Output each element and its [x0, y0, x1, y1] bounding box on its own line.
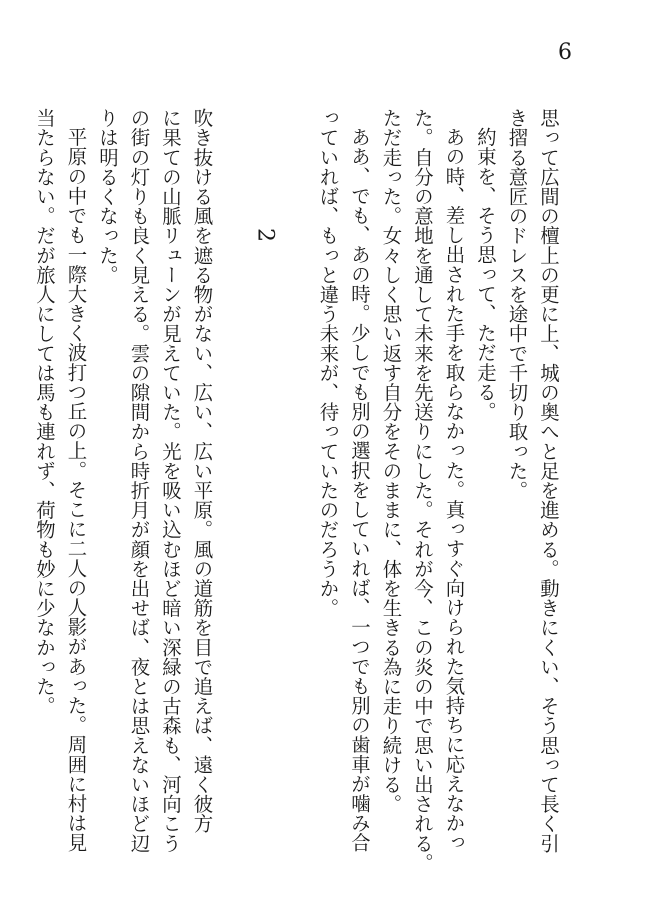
paragraph-line: 平原の中でも一際大きく波打つ丘の上。そこに二人の人影があった。周囲に村は見 — [64, 127, 88, 853]
section-gap — [281, 108, 313, 848]
page-number: 6 — [558, 40, 572, 65]
paragraph-line: 思って広間の檀上の更に上、城の奥へと足を進める。動きにくい、そう思って長く引 — [537, 108, 560, 853]
paragraph-line: た。自分の意地を通して未来を先送りにした。それが今、この炎の中で思い出される。 — [411, 108, 434, 873]
paragraph-line: に果ての山脈リューンが見えていた。光を吸い込むほど暗い深緑の古森も、河向こう — [159, 108, 182, 853]
paragraph-line: ただ走った。女々しく思い返す自分をそのままに、体を生きる為に走り続ける。 — [379, 108, 403, 814]
paragraph-line: りは明るくなった。 — [96, 108, 119, 285]
paragraph-line: あの時、差し出された手を取らなかった。真っすぐ向けられた気持ちに応えなかっ — [442, 127, 466, 853]
section-gap — [218, 108, 250, 848]
paragraph-line: 吹き抜ける風を遮る物がない、広い、広い平原。風の道筋を目で追えば、遠く彼方 — [190, 108, 214, 834]
paragraph-line: の街の灯りも良く見える。雲の隙間から時折月が顔を出せば、夜とは思えないほど辺 — [127, 108, 151, 853]
novel-text — [29, 108, 565, 873]
paragraph-line: っていれば、もっと違う未来が、待っていたのだろうか。 — [316, 108, 340, 618]
paragraph-line: き摺る意匠のドレスを途中で千切り取った。 — [505, 108, 529, 500]
chapter-number: 2 — [252, 228, 278, 243]
paragraph-line: 約束を、そう思って、ただ走る。 — [474, 127, 497, 422]
paragraph-line: 当たらない。だが旅人にしては馬も連れず、荷物も妙に少なかった。 — [33, 108, 56, 716]
paragraph-line: ああ、でも、あの時。少しでも別の選択をしていれば、一つでも別の歯車が噛み合 — [348, 127, 371, 853]
